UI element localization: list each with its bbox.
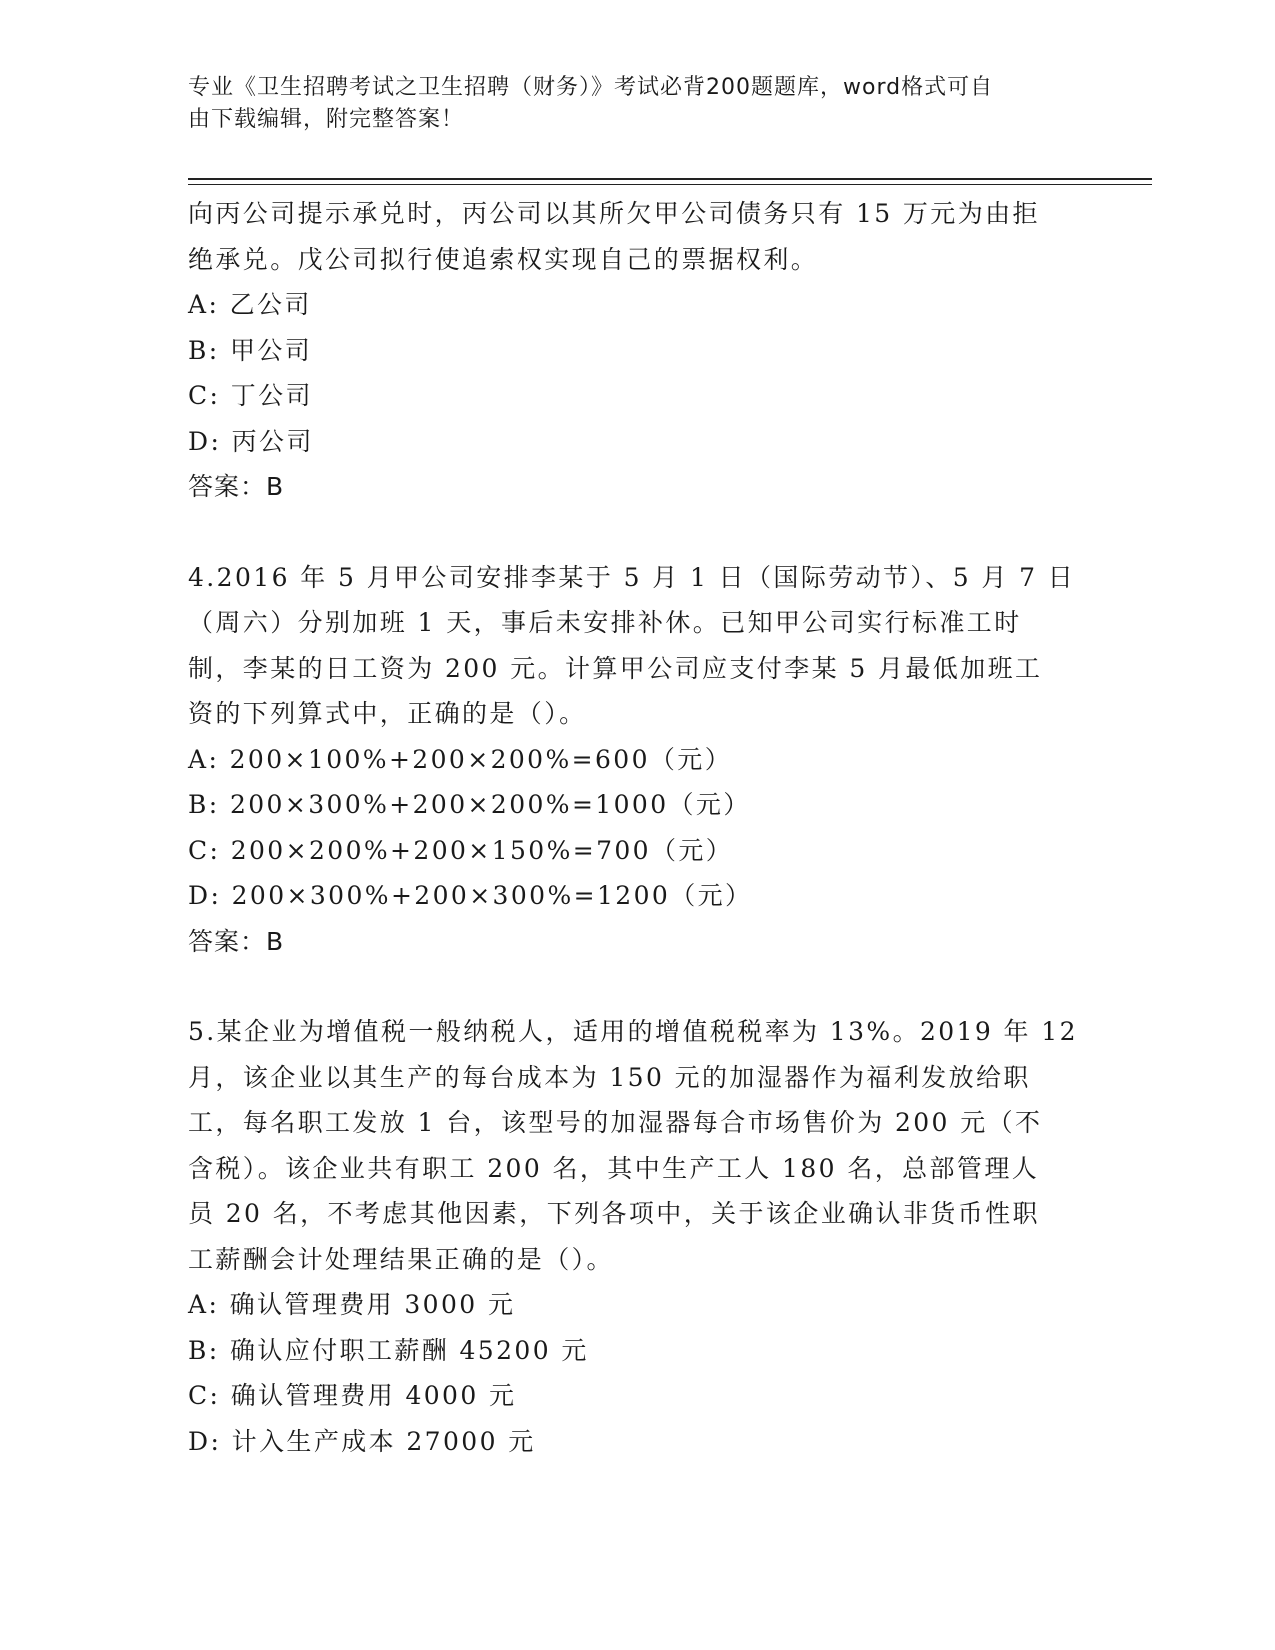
question-4-text-line: 制，李某的日工资为 200 元。计算甲公司应支付李某 5 月最低加班工 (188, 653, 1043, 683)
question-5-option-b: B: 确认应付职工薪酬 45200 元 (188, 1335, 589, 1365)
question-5-option-c: C: 确认管理费用 4000 元 (188, 1381, 517, 1410)
question-3-option-c: C: 丁公司 (188, 381, 313, 410)
question-5-text-line: 工，每名职工发放 1 台，该型号的加湿器每合市场售价为 200 元（不 (188, 1108, 1043, 1137)
question-4 (188, 555, 1088, 965)
question-4-option-a: A: 200×100%+200×200%=600（元） (188, 744, 733, 774)
question-3-continued (188, 191, 1088, 510)
question-4-text-line: （周六）分别加班 1 天，事后未安排补休。已知甲公司实行标准工时 (188, 608, 1022, 637)
question-3-option-a: A: 乙公司 (188, 290, 312, 319)
header-line-2: 由下载编辑，附完整答案！ (188, 107, 465, 132)
question-5-option-a: A: 确认管理费用 3000 元 (188, 1290, 516, 1319)
page-header (188, 72, 1068, 136)
question-3-answer: 答案：B (188, 472, 285, 501)
question-5-text-line: 月，该企业以其生产的每台成本为 150 元的加湿器作为福利发放给职 (188, 1062, 1031, 1092)
question-5-text-line: 工薪酬会计处理结果正确的是（）。 (188, 1244, 614, 1274)
question-5-text-line: 员 20 名，不考虑其他因素，下列各项中，关于该企业确认非货币性职 (188, 1199, 1040, 1228)
question-4-option-d: D: 200×300%+200×300%=1200（元） (188, 881, 753, 910)
question-4-text-line: 4.2016 年 5 月甲公司安排李某于 5 月 1 日（国际劳动节）、5 月 7 日 (188, 562, 1076, 592)
question-5-text-line: 含税）。该企业共有职工 200 名，其中生产工人 180 名，总部管理人 (188, 1153, 1040, 1183)
header-rule-thin (188, 184, 1152, 185)
question-3-option-d: D: 丙公司 (188, 426, 314, 456)
header-line-1: 专业《卫生招聘考试之卫生招聘（财务）》考试必背200题题库，word格式可自 (188, 75, 994, 100)
question-content (188, 191, 1088, 1464)
question-4-option-c: C: 200×200%+200×150%=700（元） (188, 835, 734, 865)
question-4-option-b: B: 200×300%+200×200%=1000（元） (188, 790, 751, 819)
question-3-text-line: 绝承兑。戊公司拟行使追索权实现自己的票据权利。 (188, 244, 819, 274)
question-4-answer: 答案：B (188, 926, 285, 956)
question-5-text-line: 5.某企业为增值税一般纳税人，适用的增值税税率为 13%。2019 年 12 (188, 1017, 1078, 1046)
question-4-text-line: 资的下列算式中，正确的是（）。 (188, 699, 587, 728)
question-3-option-b: B: 甲公司 (188, 335, 313, 365)
question-5-option-d: D: 计入生产成本 27000 元 (188, 1426, 536, 1456)
question-5 (188, 1009, 1088, 1464)
header-rule-thick (188, 178, 1152, 180)
question-3-text-line: 向丙公司提示承兑时，丙公司以其所欠甲公司债务只有 15 万元为由拒 (188, 199, 1040, 228)
